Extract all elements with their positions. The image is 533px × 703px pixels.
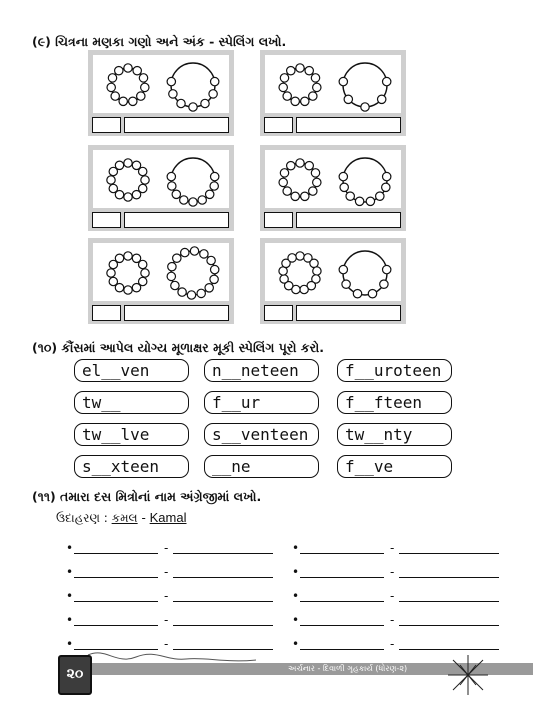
bullet-icon: • [66,589,74,603]
bead [124,193,132,201]
bead [169,90,177,98]
bead [342,280,350,288]
friend-name-row[interactable] [66,586,276,606]
english-name-line[interactable] [173,553,273,554]
bead [305,67,313,75]
bullet-icon: • [66,613,74,627]
bead-illustration [93,243,229,301]
friend-name-row[interactable] [292,562,502,582]
bead-panel-2 [260,50,406,136]
name-line[interactable] [74,577,158,578]
bead [197,289,205,297]
bead [313,178,321,186]
bead [211,172,219,180]
bead [207,256,215,264]
bead [382,183,390,191]
question-10-title: (૧૦) કૌંસમાં આપેલ યોગ્ય મૂળાક્ષર મૂકી સ્પેલિંગ પૂરો કરો. [32,340,324,355]
page-number-badge [58,655,92,695]
word-box[interactable]: el__ven [74,359,189,382]
word-box[interactable]: __ne [204,455,319,478]
word-box[interactable]: f__ve [337,455,452,478]
question-9-title: (૯) ચિત્રના મણકા ગણો અને અંક - સ્પેલિંગ લખો. [32,34,287,49]
bead-illustration [93,150,229,208]
bead [139,74,147,82]
bullet-icon: • [292,589,300,603]
word-box[interactable]: s__venteen [204,423,319,446]
dash-text: - [164,637,169,651]
bead-illustration [265,243,401,301]
bead [108,74,116,82]
bead [313,267,321,275]
english-name-line[interactable] [173,577,273,578]
bead [201,99,209,107]
bead [115,254,123,262]
bead [353,290,361,298]
bead [361,103,369,111]
cable-decoration-icon [86,645,286,667]
bead [291,97,299,105]
bead [137,92,145,100]
question-11-title: (૧૧) તમારા દસ મિત્રોનાં નામ અંગ્રેજીમાં લખો. [32,489,262,504]
bead [181,248,189,256]
friend-name-row[interactable] [292,586,502,606]
bead [287,162,295,170]
name-line[interactable] [74,553,158,554]
bullet-icon: • [66,565,74,579]
english-name-line[interactable] [399,553,499,554]
bead [109,184,117,192]
sparkle-decoration-icon [438,651,498,699]
count-box[interactable] [264,305,293,321]
bead [309,92,317,100]
friend-name-row[interactable] [66,610,276,630]
bead [296,252,304,260]
bead [296,159,304,167]
spelling-box[interactable] [296,117,401,133]
bead [211,265,219,273]
word-box[interactable]: s__xteen [74,455,189,478]
bead [133,67,141,75]
dash-text: - [390,613,395,627]
bead [111,92,119,100]
name-line[interactable] [300,577,384,578]
count-box[interactable] [92,117,121,133]
word-box[interactable]: tw__ [74,391,189,414]
bead [366,197,374,205]
example-line [56,510,187,526]
bead [132,191,140,199]
bead [178,288,186,296]
spelling-box[interactable] [124,212,229,228]
bead [300,285,308,293]
bead [141,176,149,184]
bead [107,269,115,277]
bead [189,198,197,206]
bead [198,196,206,204]
bead [383,265,391,273]
dash-text: - [390,565,395,579]
name-line[interactable] [300,601,384,602]
bead-panel-1 [88,50,234,136]
bullet-icon: • [292,637,300,651]
count-box[interactable] [264,212,293,228]
friend-name-row[interactable] [292,610,502,630]
bead [279,83,287,91]
example-separator: - [141,511,146,525]
dash-text: - [164,541,169,555]
bead [209,90,217,98]
bead [287,67,295,75]
bullet-icon: • [292,613,300,627]
bead [124,252,132,260]
bead-panel-4 [260,145,406,231]
dash-text: - [164,589,169,603]
bead [305,162,313,170]
count-box[interactable] [92,305,121,321]
bead [190,247,198,255]
spelling-box[interactable] [124,117,229,133]
bead-panel-6 [260,238,406,324]
bead [313,83,321,91]
bead [210,275,218,283]
spelling-box[interactable] [124,305,229,321]
bead [205,284,213,292]
bullet-icon: • [292,565,300,579]
name-line[interactable] [74,625,158,626]
english-name-line[interactable] [399,625,499,626]
bead [109,277,117,285]
word-box[interactable]: f__ur [204,391,319,414]
bead [311,74,319,82]
bead [339,77,347,85]
bead [200,250,208,258]
bead [383,77,391,85]
bead [171,281,179,289]
dash-text: - [390,589,395,603]
english-name-line[interactable] [399,601,499,602]
spelling-box[interactable] [296,212,401,228]
bead [309,187,317,195]
word-box[interactable]: tw__lve [74,423,189,446]
bead [168,263,176,271]
bead [339,172,347,180]
dash-text: - [164,565,169,579]
name-line[interactable] [300,553,384,554]
bead [344,95,352,103]
name-line[interactable] [300,625,384,626]
bead [280,275,288,283]
bead [291,192,299,200]
bead [173,254,181,262]
bead [280,74,288,82]
bead [124,64,132,72]
name-line[interactable] [300,649,384,650]
bead [141,83,149,91]
bead [139,167,147,175]
bead [129,97,137,105]
count-box[interactable] [92,212,121,228]
bead [141,269,149,277]
bead-illustration [265,150,401,208]
friend-name-row[interactable] [66,538,276,558]
bead [339,265,347,273]
bead [189,103,197,111]
bead [340,183,348,191]
bead [211,77,219,85]
page-number: ૨૦ [66,666,84,682]
bead [279,178,287,186]
bead [132,284,140,292]
name-line[interactable] [74,601,158,602]
bead [288,254,296,262]
footer-book-title: અર્ચનાર - દિવાળી ગૃહકાર્ય (ધોરણ-૨) [288,664,408,673]
bead [115,161,123,169]
word-box[interactable]: n__neteen [204,359,319,382]
bullet-icon: • [66,637,74,651]
friend-name-row[interactable] [292,538,502,558]
bead [124,159,132,167]
dash-text: - [164,613,169,627]
bead [311,169,319,177]
dash-text: - [390,541,395,555]
word-box[interactable]: tw__nty [337,423,452,446]
bead [167,172,175,180]
bead [177,99,185,107]
bead [180,196,188,204]
word-box[interactable]: f__fteen [337,391,452,414]
bead [206,190,214,198]
friend-name-row[interactable] [66,562,276,582]
example-native-name: કમલ [111,511,138,525]
example-english-name: Kamal [149,510,187,525]
example-label: ઉદાહરણ : [56,511,108,525]
bead [383,172,391,180]
bead [119,97,127,105]
word-box[interactable]: f__uroteen [337,359,452,382]
dash-text: - [390,637,395,651]
bead [296,64,304,72]
bead [380,280,388,288]
spelling-box[interactable] [296,305,401,321]
bead [280,169,288,177]
bullet-icon: • [292,541,300,555]
bead [376,192,384,200]
english-name-line[interactable] [173,601,273,602]
bead [107,176,115,184]
bead [301,97,309,105]
english-name-line[interactable] [173,625,273,626]
count-box[interactable] [264,117,293,133]
bead [167,272,175,280]
bead [168,182,176,190]
english-name-line[interactable] [399,649,499,650]
bead [283,187,291,195]
bead [187,291,195,299]
bead [172,190,180,198]
bead [115,67,123,75]
bead [210,182,218,190]
bead-illustration [265,55,401,113]
bead [301,192,309,200]
bullet-icon: • [66,541,74,555]
bead-illustration [93,55,229,113]
bead [139,260,147,268]
bead [355,197,363,205]
bead [283,92,291,100]
english-name-line[interactable] [399,577,499,578]
bead [346,192,354,200]
bead [368,290,376,298]
bead-panel-3 [88,145,234,231]
bead [107,83,115,91]
bead [167,77,175,85]
bead [124,286,132,294]
bead [378,95,386,103]
bead-panel-5 [88,238,234,324]
